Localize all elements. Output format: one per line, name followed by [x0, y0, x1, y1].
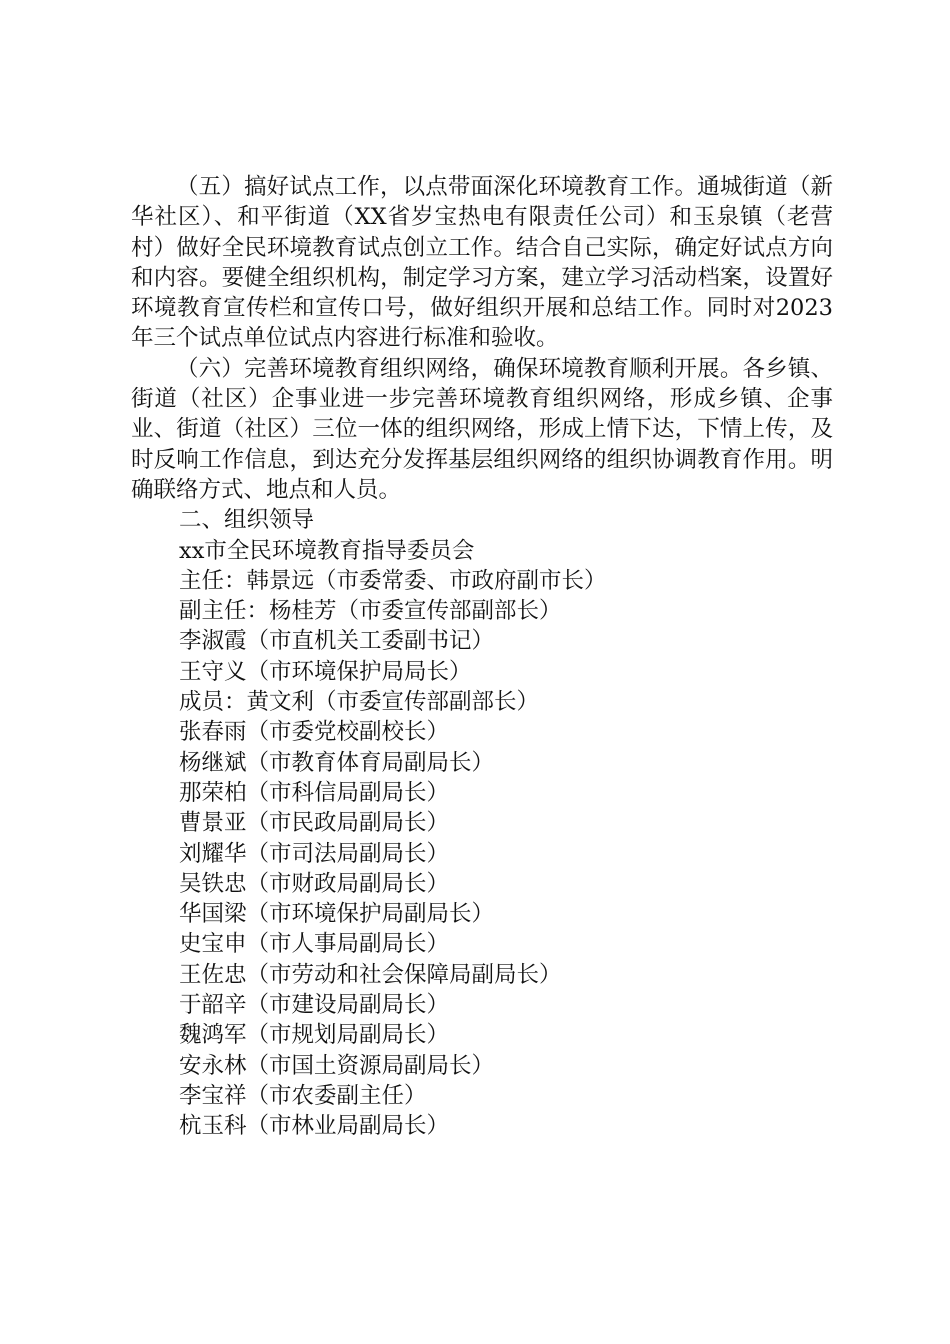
member-line: 魏鸿军（市规划局副局长） [179, 1022, 450, 1049]
member-line: 杭玉科（市林业局副局长） [179, 1113, 450, 1140]
paragraph-pilot-work: （五）搞好试点工作，以点带面深化环境教育工作。通城街道（新华社区）、和平街道（XX省岁宝热电有限责任公司）和玉泉镇（老营村）做好全民环境教育试点创立工作。结合自己实际，确定好试点方向和内容。要健全组织机构，制定学习方案，建立学习活动档案，设置好环境教育宣传栏和宣传口号，做好组织开展和总结工作。同时对2023年三个试点单位试点内容进行标准和验收。 [131, 174, 833, 352]
member-line: 吴铁忠（市财政局副局长） [179, 870, 450, 897]
member-line: 李宝祥（市农委副主任） [179, 1082, 427, 1109]
member-line: 李淑霞（市直机关工委副书记） [179, 628, 495, 655]
member-line: 华国梁（市环境保护局副局长） [179, 901, 495, 928]
document-body [131, 172, 833, 1142]
member-line: 曹景亚（市民政局副局长） [179, 810, 450, 837]
member-line: 张春雨（市委党校副校长） [179, 719, 450, 746]
member-line: 主任：韩景远（市委常委、市政府副市长） [179, 567, 607, 594]
member-line: 刘耀华（市司法局副局长） [179, 840, 450, 867]
committee-name: xx市全民环境教育指导委员会 [179, 537, 475, 564]
paragraph-organization-network: （六）完善环境教育组织网络，确保环境教育顺利开展。各乡镇、街道（社区）企事业进一步完善环境教育组织网络，形成乡镇、企事业、街道（社区）三位一体的组织网络，形成上情下达，下情上传，及时反响工作信息，到达充分发挥基层组织网络的组织协调教育作用。明确联络方式、地点和人员。 [131, 355, 833, 503]
member-line: 王佐忠（市劳动和社会保障局副局长） [179, 961, 562, 988]
member-line: 安永林（市国土资源局副局长） [179, 1052, 495, 1079]
section-heading: 二、组织领导 [179, 507, 315, 534]
member-line: 成员：黄文利（市委宣传部副部长） [179, 689, 540, 716]
member-line: 副主任：杨桂芳（市委宣传部副部长） [179, 598, 562, 625]
member-line: 杨继斌（市教育体育局副局长） [179, 749, 495, 776]
member-line: 那荣柏（市科信局副局长） [179, 779, 450, 806]
member-line: 王守义（市环境保护局局长） [179, 658, 472, 685]
member-line: 于韶辛（市建设局副局长） [179, 992, 450, 1019]
member-list [131, 566, 833, 1142]
member-line: 史宝申（市人事局副局长） [179, 931, 450, 958]
